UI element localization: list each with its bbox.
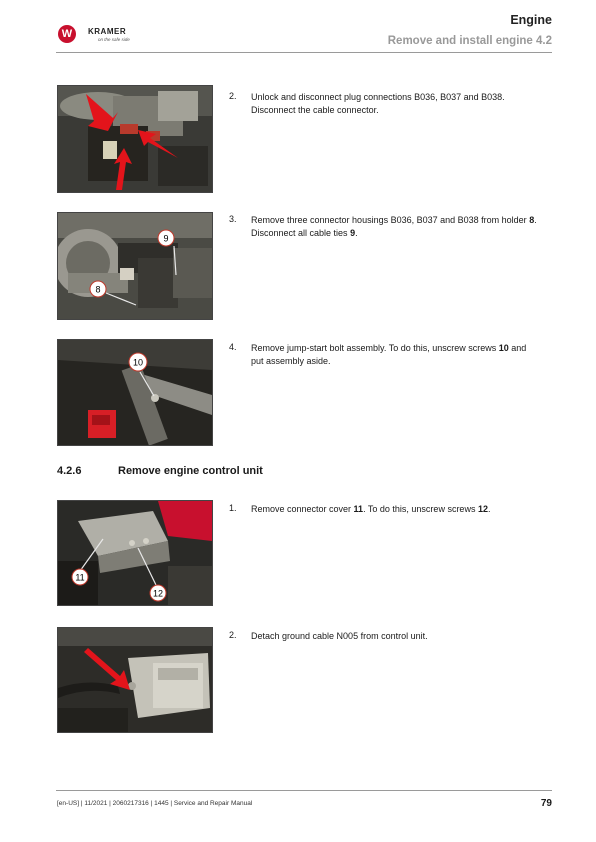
- step-text: Detach ground cable N005 from control unit.: [251, 631, 428, 641]
- header-divider: [56, 52, 552, 53]
- step-number: 2.: [229, 91, 237, 101]
- svg-text:12: 12: [152, 588, 164, 599]
- section-heading: Remove and install engine 4.2: [387, 35, 552, 47]
- step-number: 3.: [229, 214, 237, 224]
- photo-connector-housings: [57, 212, 213, 320]
- step-number: 4.: [229, 342, 237, 352]
- brand-tagline: on the safe side: [98, 37, 130, 42]
- step-number: 1.: [229, 503, 237, 513]
- callout-8: [90, 281, 106, 297]
- photo-ground-cable: [57, 627, 213, 733]
- footer-doc-info: [en-US] | 11/2021 | 2060217316 | 1445 | Service and Repair Manual: [57, 800, 253, 807]
- step-text: Remove three connector housings B036, B037 and B038 from holder 8. Disconnect all cable ties 9.: [251, 215, 537, 238]
- step-text: Remove jump-start bolt assembly. To do this, unscrew screws 10 and put assembly aside.: [251, 343, 527, 366]
- photo-connector-cover: [57, 500, 213, 606]
- callout-12: [150, 585, 166, 601]
- step-text: Unlock and disconnect plug connections B036, B037 and B038. Disconnect the cable connector.: [251, 92, 505, 115]
- step-number: 2.: [229, 630, 237, 640]
- subsection-title: Remove engine control unit: [118, 465, 263, 477]
- photo-plug-connections: [57, 85, 213, 193]
- svg-text:8: 8: [95, 284, 101, 295]
- page-number: 79: [540, 798, 552, 809]
- svg-text:11: 11: [75, 572, 85, 583]
- callout-10: [129, 353, 147, 371]
- callout-11: [72, 569, 88, 585]
- photo-jump-start-bolt: [57, 339, 213, 446]
- callout-9: [158, 230, 174, 246]
- brand-name: KRAMER: [88, 27, 127, 36]
- step-text: Remove connector cover 11. To do this, unscrew screws 12.: [251, 504, 491, 514]
- svg-text:10: 10: [132, 357, 144, 368]
- svg-text:9: 9: [163, 233, 169, 244]
- subsection-number: 4.2.6: [57, 465, 82, 477]
- brand-logo-icon: W: [58, 25, 76, 43]
- footer-divider: [56, 790, 552, 791]
- chapter-title: Engine: [510, 13, 552, 27]
